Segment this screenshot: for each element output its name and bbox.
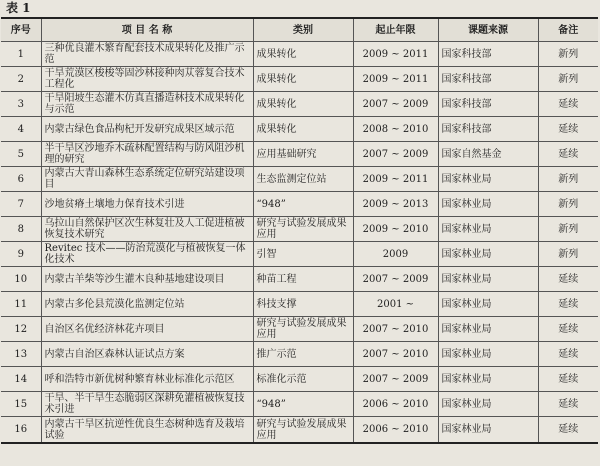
project-note: 延续 bbox=[538, 117, 598, 142]
project-source: 国家林业局 bbox=[438, 392, 538, 417]
project-name: 内蒙古绿色食品枸杞开发研究成果区域示范 bbox=[41, 117, 253, 142]
project-type: 研究与试验发展成果应用 bbox=[253, 317, 353, 342]
project-name: 内蒙古多伦县荒漠化监测定位站 bbox=[41, 292, 253, 317]
table-row bbox=[1, 192, 598, 217]
table-row bbox=[1, 117, 598, 142]
project-years: 2007 ~ 2009 bbox=[353, 142, 438, 167]
header-no: 序号 bbox=[1, 18, 41, 42]
project-note: 延续 bbox=[538, 92, 598, 117]
table-row bbox=[1, 342, 598, 367]
table-row bbox=[1, 242, 598, 267]
row-no: 8 bbox=[1, 217, 41, 242]
project-note: 新列 bbox=[538, 167, 598, 192]
row-no: 1 bbox=[1, 42, 41, 67]
project-note: 新列 bbox=[538, 242, 598, 267]
project-source: 国家林业局 bbox=[438, 342, 538, 367]
project-source: 国家林业局 bbox=[438, 317, 538, 342]
row-no: 12 bbox=[1, 317, 41, 342]
project-note: 延续 bbox=[538, 142, 598, 167]
row-no: 6 bbox=[1, 167, 41, 192]
project-source: 国家林业局 bbox=[438, 242, 538, 267]
project-years: 2007 ~ 2009 bbox=[353, 92, 438, 117]
project-note: 延续 bbox=[538, 342, 598, 367]
project-type: “948” bbox=[253, 392, 353, 417]
project-source: 国家自然基金 bbox=[438, 142, 538, 167]
project-name: Revitec 技术——防治荒漠化与植被恢复一体化技术 bbox=[41, 242, 253, 267]
project-years: 2009 ~ 2011 bbox=[353, 167, 438, 192]
project-name: 呼和浩特市新优树种繁育林业标准化示范区 bbox=[41, 367, 253, 392]
project-note: 延续 bbox=[538, 317, 598, 342]
project-note: 延续 bbox=[538, 392, 598, 417]
projects-table bbox=[1, 17, 598, 444]
project-type: 成果转化 bbox=[253, 117, 353, 142]
row-no: 14 bbox=[1, 367, 41, 392]
project-years: 2009 ~ 2013 bbox=[353, 192, 438, 217]
project-source: 国家林业局 bbox=[438, 192, 538, 217]
row-no: 9 bbox=[1, 242, 41, 267]
project-source: 国家林业局 bbox=[438, 167, 538, 192]
project-years: 2009 ~ 2011 bbox=[353, 67, 438, 92]
project-note: 延续 bbox=[538, 417, 598, 444]
project-name: 乌拉山自然保护区次生林复壮及人工促进植被恢复技术研究 bbox=[41, 217, 253, 242]
project-type: 成果转化 bbox=[253, 67, 353, 92]
table-row bbox=[1, 167, 598, 192]
project-name: 内蒙古大青山森林生态系统定位研究站建设项目 bbox=[41, 167, 253, 192]
project-note: 新列 bbox=[538, 192, 598, 217]
project-note: 延续 bbox=[538, 367, 598, 392]
project-source: 国家林业局 bbox=[438, 267, 538, 292]
project-source: 国家科技部 bbox=[438, 42, 538, 67]
project-type: 标准化示范 bbox=[253, 367, 353, 392]
project-source: 国家科技部 bbox=[438, 117, 538, 142]
project-type: 种苗工程 bbox=[253, 267, 353, 292]
project-type: 推广示范 bbox=[253, 342, 353, 367]
row-no: 5 bbox=[1, 142, 41, 167]
project-type: 生态监测定位站 bbox=[253, 167, 353, 192]
project-years: 2001 ~ bbox=[353, 292, 438, 317]
table-row bbox=[1, 92, 598, 117]
table-row bbox=[1, 292, 598, 317]
table-row bbox=[1, 417, 598, 444]
project-source: 国家林业局 bbox=[438, 217, 538, 242]
project-name: 半干旱区沙地乔木疏林配置结构与防风阻沙机理的研究 bbox=[41, 142, 253, 167]
project-name: 干旱阳坡生态灌木仿真直播造林技术成果转化与示范 bbox=[41, 92, 253, 117]
row-no: 16 bbox=[1, 417, 41, 444]
project-type: 科技支撑 bbox=[253, 292, 353, 317]
table-label: 表 1 bbox=[6, 1, 31, 15]
header-years: 起止年限 bbox=[353, 18, 438, 42]
project-source: 国家林业局 bbox=[438, 367, 538, 392]
row-no: 10 bbox=[1, 267, 41, 292]
row-no: 7 bbox=[1, 192, 41, 217]
project-type: 引智 bbox=[253, 242, 353, 267]
project-note: 延续 bbox=[538, 267, 598, 292]
table-row bbox=[1, 217, 598, 242]
project-note: 新列 bbox=[538, 67, 598, 92]
row-no: 11 bbox=[1, 292, 41, 317]
project-note: 新列 bbox=[538, 217, 598, 242]
project-name: 沙地贫瘠土壤地力保育技术引进 bbox=[41, 192, 253, 217]
project-years: 2007 ~ 2010 bbox=[353, 342, 438, 367]
table-row bbox=[1, 367, 598, 392]
row-no: 3 bbox=[1, 92, 41, 117]
header-name: 项 目 名 称 bbox=[41, 18, 253, 42]
header-source: 课题来源 bbox=[438, 18, 538, 42]
project-years: 2006 ~ 2010 bbox=[353, 392, 438, 417]
project-name: 内蒙古羊柴等沙生灌木良种基地建设项目 bbox=[41, 267, 253, 292]
table-row bbox=[1, 67, 598, 92]
project-years: 2009 bbox=[353, 242, 438, 267]
table-row bbox=[1, 42, 598, 67]
project-name: 干旱荒漠区梭梭等固沙林接种肉苁蓉复合技术工程化 bbox=[41, 67, 253, 92]
project-source: 国家林业局 bbox=[438, 417, 538, 444]
project-type: “948” bbox=[253, 192, 353, 217]
project-years: 2007 ~ 2009 bbox=[353, 267, 438, 292]
project-type: 应用基础研究 bbox=[253, 142, 353, 167]
header-note: 备注 bbox=[538, 18, 598, 42]
project-years: 2009 ~ 2011 bbox=[353, 42, 438, 67]
project-years: 2006 ~ 2010 bbox=[353, 417, 438, 444]
header-type: 类别 bbox=[253, 18, 353, 42]
project-source: 国家科技部 bbox=[438, 92, 538, 117]
project-name: 干旱、半干旱生态脆弱区深耕免灌植被恢复技术引进 bbox=[41, 392, 253, 417]
project-type: 成果转化 bbox=[253, 42, 353, 67]
row-no: 15 bbox=[1, 392, 41, 417]
project-type: 成果转化 bbox=[253, 92, 353, 117]
project-type: 研究与试验发展成果应用 bbox=[253, 217, 353, 242]
project-note: 延续 bbox=[538, 292, 598, 317]
project-name: 三种优良灌木繁育配套技术成果转化及推广示范 bbox=[41, 42, 253, 67]
table-row bbox=[1, 317, 598, 342]
table-row bbox=[1, 392, 598, 417]
row-no: 2 bbox=[1, 67, 41, 92]
row-no: 13 bbox=[1, 342, 41, 367]
project-source: 国家林业局 bbox=[438, 292, 538, 317]
project-type: 研究与试验发展成果应用 bbox=[253, 417, 353, 444]
header-row bbox=[1, 18, 598, 42]
project-years: 2009 ~ 2010 bbox=[353, 217, 438, 242]
row-no: 4 bbox=[1, 117, 41, 142]
project-name: 内蒙古干旱区抗逆性优良生态树种选育及栽培试验 bbox=[41, 417, 253, 444]
project-years: 2008 ~ 2010 bbox=[353, 117, 438, 142]
table-row bbox=[1, 142, 598, 167]
table-row bbox=[1, 267, 598, 292]
project-years: 2007 ~ 2010 bbox=[353, 317, 438, 342]
project-name: 自治区名优经济林花卉项目 bbox=[41, 317, 253, 342]
project-note: 新列 bbox=[538, 42, 598, 67]
project-years: 2007 ~ 2009 bbox=[353, 367, 438, 392]
project-name: 内蒙古自治区森林认证试点方案 bbox=[41, 342, 253, 367]
project-source: 国家科技部 bbox=[438, 67, 538, 92]
